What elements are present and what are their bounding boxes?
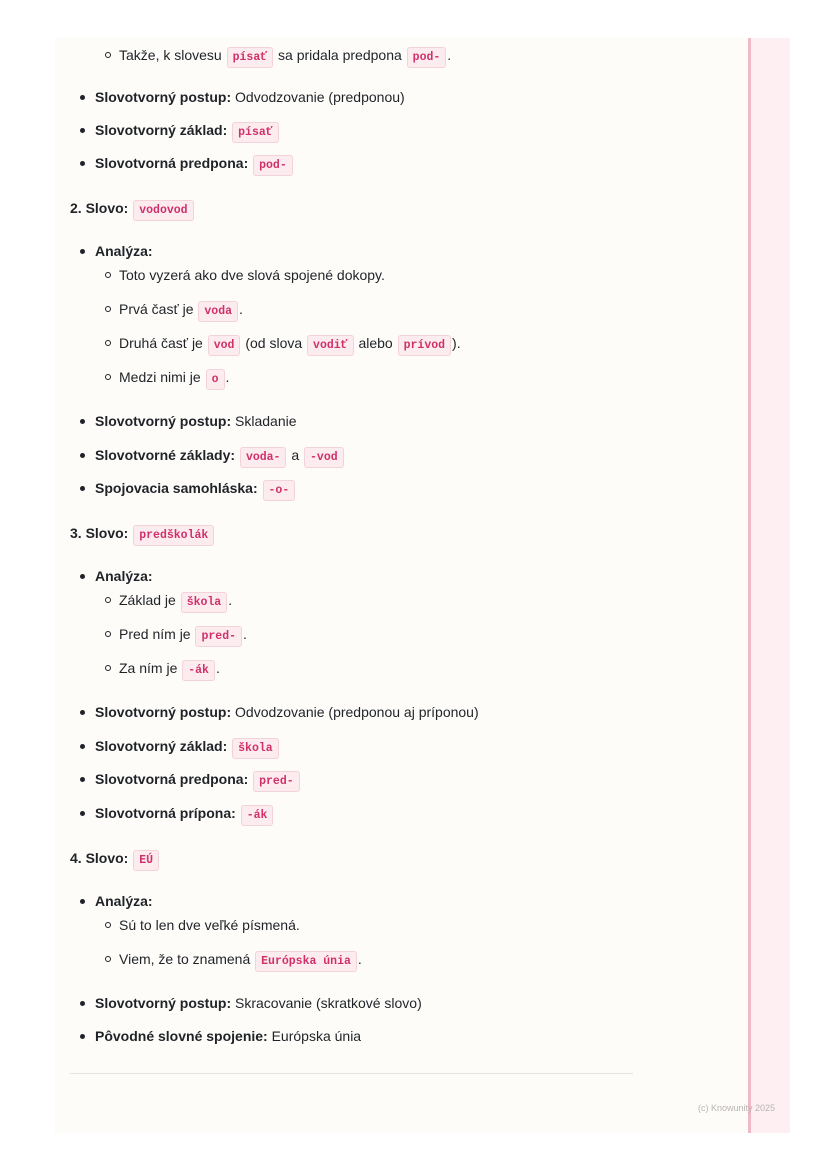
text-segment	[227, 738, 231, 754]
text-segment	[248, 771, 252, 787]
text-segment: Prvá časť je	[119, 301, 198, 317]
list-item	[95, 993, 422, 1013]
text-segment	[235, 447, 239, 463]
inline-code: písať	[227, 47, 274, 68]
text-segment: .	[228, 592, 233, 608]
list-item	[95, 153, 294, 176]
sub-list-item	[119, 45, 451, 68]
heading-text: 3. Slovo:	[70, 525, 133, 541]
side-margin-strip	[748, 38, 790, 1133]
sub-list-item	[119, 333, 461, 356]
list-item	[95, 803, 274, 826]
inline-code: prívod	[398, 335, 451, 356]
inline-code: -ák	[182, 660, 215, 681]
heading-word: predškolák	[133, 525, 214, 546]
sub-list-item	[119, 367, 229, 390]
analysis-label: Analýza:	[95, 243, 153, 259]
item-label: Slovotvorný postup:	[95, 413, 232, 429]
section-heading	[70, 523, 215, 546]
analysis-label: Analýza:	[95, 568, 153, 584]
text-segment: Pred ním je	[119, 626, 195, 642]
inline-code: vodiť	[307, 335, 354, 356]
inline-code: pod-	[253, 155, 293, 176]
text-segment: Viem, že to znamená	[119, 950, 255, 967]
sub-list-item	[119, 624, 247, 647]
text-segment	[258, 480, 262, 496]
text-segment: .	[243, 626, 247, 642]
item-label: Slovotvorný postup:	[95, 994, 232, 1011]
list-item	[95, 769, 301, 792]
inline-code: pred-	[253, 771, 300, 792]
inline-code: -ák	[241, 805, 274, 826]
item-label: Slovotvorná predpona:	[95, 155, 249, 171]
list-item	[95, 702, 479, 722]
sub-list-item	[119, 658, 220, 681]
section-heading	[70, 848, 160, 871]
section-heading	[70, 198, 195, 221]
text-segment: .	[447, 47, 452, 63]
margin-line	[748, 38, 751, 1133]
text-segment	[236, 805, 240, 821]
item-label: Spojovacia samohláska:	[95, 480, 258, 496]
text-segment: .	[239, 301, 243, 317]
item-label: Slovotvorný postup:	[95, 89, 232, 105]
text-segment: a	[287, 446, 304, 463]
list-item	[95, 478, 296, 501]
text-segment: Odvodzovanie (predponou aj príponou)	[231, 704, 479, 720]
item-label: Slovotvorná predpona:	[95, 771, 249, 787]
list-item	[95, 87, 405, 107]
item-label: Pôvodné slovné spojenie:	[95, 1028, 268, 1044]
text-segment: sa pridala predpona	[274, 47, 406, 63]
sub-list-item	[119, 915, 300, 935]
item-label: Slovotvorný základ:	[95, 737, 228, 754]
heading-text: 4. Slovo:	[70, 849, 133, 866]
text-segment: .	[215, 660, 220, 676]
inline-code: škola	[232, 738, 279, 759]
inline-code: pod-	[407, 47, 447, 68]
text-segment: Druhá časť je	[119, 335, 207, 351]
item-label: Slovotvorný základ:	[95, 122, 228, 138]
analysis-label: Analýza:	[95, 892, 153, 909]
text-segment: ).	[452, 335, 461, 351]
inline-code: škola	[181, 592, 228, 613]
inline-code: voda	[198, 301, 238, 322]
list-item	[95, 1026, 361, 1046]
item-label: Slovotvorné základy:	[95, 446, 236, 463]
sub-list-item	[119, 299, 243, 322]
text-segment: Takže, k slovesu	[119, 47, 226, 63]
text-segment: Základ je	[119, 592, 180, 608]
sub-list-item	[119, 590, 232, 613]
list-item	[95, 736, 280, 759]
text-segment: Skladanie	[231, 413, 297, 429]
footer-copyright: (c) Knowunity 2025	[697, 1103, 775, 1113]
heading-word: EÚ	[133, 850, 159, 871]
text-segment: Za ním je	[119, 660, 182, 676]
inline-code: pred-	[195, 626, 242, 647]
sub-list-item	[119, 265, 385, 285]
item-label: Slovotvorná prípona:	[95, 804, 236, 821]
inline-code: voda-	[240, 447, 287, 468]
text-segment: Odvodzovanie (predponou)	[231, 89, 405, 105]
item-label: Slovotvorný postup:	[95, 704, 232, 720]
inline-code: Európska únia	[255, 951, 357, 972]
inline-code: -vod	[304, 447, 344, 468]
text-segment: Európska únia	[267, 1028, 362, 1044]
text-segment: Medzi nimi je	[119, 369, 205, 385]
sub-list-item	[119, 949, 362, 972]
text-segment: (od slova	[241, 335, 307, 351]
list-item	[95, 120, 280, 143]
heading-text: 2. Slovo:	[70, 200, 133, 216]
text-segment: alebo	[354, 335, 397, 351]
text-segment	[248, 155, 252, 171]
text-segment: Skracovanie (skratkové slovo)	[231, 994, 422, 1011]
text-segment: Sú to len dve veľké písmená.	[119, 916, 300, 933]
inline-code: -o-	[263, 480, 296, 501]
text-segment	[227, 122, 231, 138]
inline-code: vod	[208, 335, 241, 356]
text-segment: .	[357, 950, 362, 967]
heading-word: vodovod	[133, 200, 193, 221]
inline-code: písať	[232, 122, 279, 143]
text-segment: Toto vyzerá ako dve slová spojené dokopy.	[119, 267, 385, 283]
text-segment: .	[225, 369, 230, 385]
inline-code: o	[206, 369, 225, 390]
list-item	[95, 445, 345, 468]
list-item	[95, 411, 297, 431]
divider	[70, 1073, 633, 1074]
